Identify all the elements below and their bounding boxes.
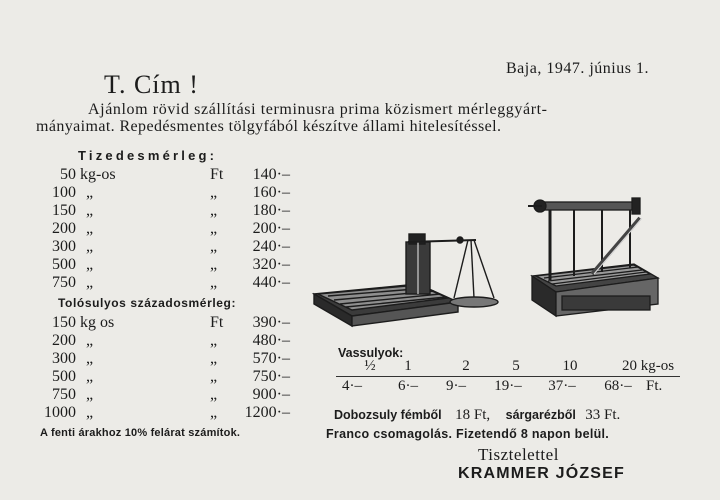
ditto-mark: „ [210,184,218,201]
ditto-mark: „ [86,404,94,421]
ditto-mark: „ [210,256,218,273]
price-row [40,386,300,404]
weight-price: 6·– [398,378,418,394]
capacity: 500 [52,368,76,385]
ditto-mark: „ [86,274,94,291]
ditto-mark: „ [210,386,218,403]
capacity: 200 [52,332,76,349]
ditto-mark: „ [210,404,218,421]
ditto-mark: „ [86,386,94,403]
price: 240·– [252,238,290,255]
box-metal-price: 18 Ft, [455,407,491,423]
weight-size: 1 [404,358,412,374]
currency: Ft [210,166,224,183]
ditto-mark: „ [86,238,94,255]
price: 1200·– [244,404,290,421]
weight-currency: Ft. [646,378,663,394]
price-row [40,314,300,332]
price: 160·– [252,184,290,201]
unit: kg-os [80,166,116,183]
price: 440·– [252,274,290,291]
weights-divider [336,376,680,377]
box-weights-line [334,407,620,424]
price: 320·– [252,256,290,273]
ditto-mark: „ [210,350,218,367]
weight-size: 2 [462,358,470,374]
capacity: 50 [60,166,76,183]
weight-size: 20 kg-os [621,358,675,374]
weight-size: ½ [364,358,376,374]
capacity: 750 [52,274,76,291]
intro-line-2: mányaimat. Repedésmentes tölgyfából készítve állami hitelesítéssel. [36,118,502,135]
ditto-mark: „ [86,256,94,273]
ditto-mark: „ [86,350,94,367]
price: 480·– [252,332,290,349]
ditto-mark: „ [210,274,218,291]
box-metal-label: Dobozsuly fémből [334,408,442,422]
capacity: 100 [52,184,76,201]
capacity: 1000 [44,404,76,421]
capacity: 750 [52,386,76,403]
price-row [40,256,300,274]
price: 200·– [252,220,290,237]
price-row [40,274,300,292]
capacity: 300 [52,238,76,255]
letter-date: Baja, 1947. június 1. [506,60,649,77]
ditto-mark: „ [210,238,218,255]
price-row [40,220,300,238]
price: 570·– [252,350,290,367]
ditto-mark: „ [210,368,218,385]
ditto-mark: „ [86,220,94,237]
weight-price: 68·– [604,378,632,394]
weight-price: 4·– [342,378,362,394]
box-brass-price: 33 Ft. [585,407,621,423]
weight-price: 9·– [446,378,466,394]
capacity: 500 [52,256,76,273]
price: 390·– [252,314,290,331]
intro-line-1: Ajánlom rövid szállítási terminusra prima közismert mérleggyárt- [88,101,548,118]
surcharge-note: A fenti árakhoz 10% felárat számítok. [40,427,241,439]
ditto-mark: „ [86,184,94,201]
sliding-scale-illustration [308,228,508,332]
box-brass-label: sárgarézből [505,408,576,422]
price-row [40,332,300,350]
price-row [40,238,300,256]
price-row [40,368,300,386]
price: 900·– [252,386,290,403]
unit: kg os [80,314,115,331]
salutation: T. Cím ! [104,70,199,99]
price-row [40,404,300,422]
sliding-scales-table [40,314,300,424]
weight-price: 19·– [494,378,522,394]
price: 750·– [252,368,290,385]
weight-size: 10 [562,358,578,374]
weight-size: 5 [512,358,520,374]
capacity: 300 [52,350,76,367]
price-row [40,350,300,368]
ditto-mark: „ [210,202,218,219]
decimal-scales-heading: Tizedesmérleg: [78,148,218,163]
iron-weights-heading: Vassulyok: [338,346,404,360]
decimal-scales-table [40,166,300,296]
closing: Tisztelettel [478,445,559,464]
price-row [40,184,300,202]
decimal-scale-illustration [522,192,666,334]
iron-weights-table [330,358,680,398]
ditto-mark: „ [86,368,94,385]
capacity: 200 [52,220,76,237]
price-row [40,166,300,184]
ditto-mark: „ [210,220,218,237]
capacity: 150 [52,314,76,331]
price: 140·– [252,166,290,183]
currency: Ft [210,314,224,331]
ditto-mark: „ [86,202,94,219]
ditto-mark: „ [210,332,218,349]
signature: KRAMMER JÓZSEF [458,465,626,482]
sliding-scales-heading: Tolósulyos századosmérleg: [58,296,237,310]
payment-terms: Franco csomagolás. Fizetendő 8 napon belül. [326,427,610,441]
weight-price: 37·– [548,378,576,394]
capacity: 150 [52,202,76,219]
price: 180·– [252,202,290,219]
ditto-mark: „ [86,332,94,349]
price-row [40,202,300,220]
